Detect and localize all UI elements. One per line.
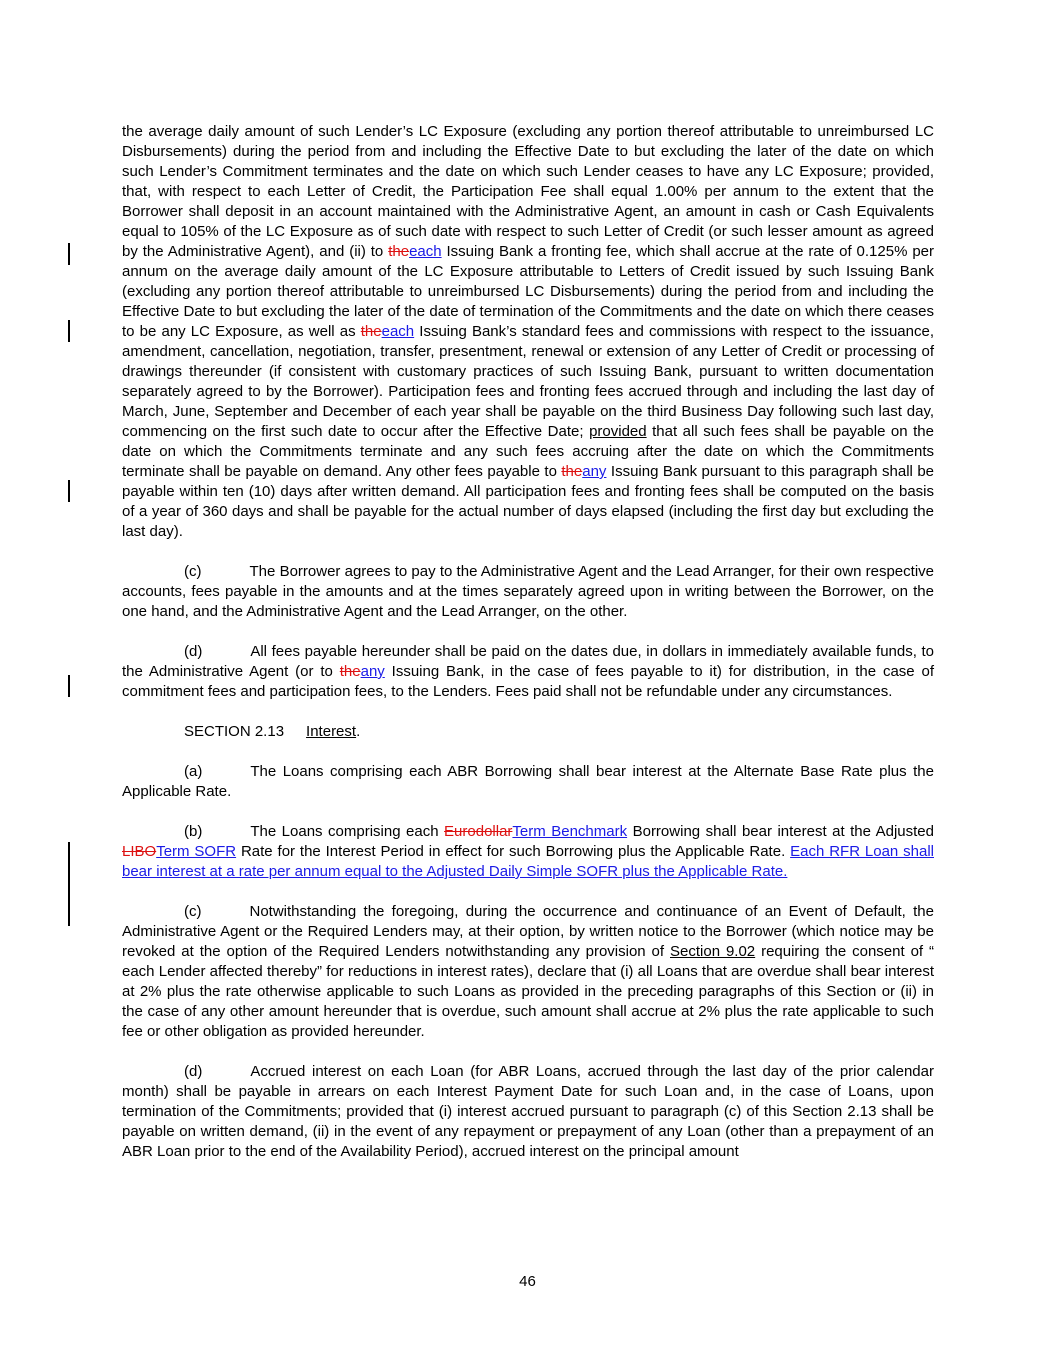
deleted-text: the — [339, 663, 361, 680]
text-run: Issuing Bank a fronting fee, which shall accrue at the rate of 0.125% per annum on the average daily amount of the LC Exposure attributable to Letters of Credit issued by such Issuing Bank (excluding any portion thereof attributable to unreimbursed LC Disbursements) during the period from and including the Effective Date to but excluding the later of the date of termination of the Commitments and the date on which there ceases to be any LC Exposure, as well as — [122, 243, 935, 340]
deleted-text: the — [561, 463, 583, 480]
text-run: The Loans comprising each — [250, 823, 445, 840]
deleted-text: the — [360, 323, 382, 340]
change-bar — [68, 320, 70, 342]
text-run: SECTION 2.13 — [184, 723, 285, 740]
text-run: Issuing Bank, in the case of fees payable to it) for distribution, in the case of commitment fees and participation fees, to the Lenders. Fees paid shall not be refundable under any circumstances. — [122, 663, 934, 700]
text-run: The Borrower agrees to pay to the Administrative Agent and the Lead Arranger, for their own respective accounts, fees payable in the amounts and at the times separately agreed upon in writing between the Borrower, on the one hand, and the Administrative Agent and the Lead Arranger, on the other. — [122, 563, 934, 620]
inserted-text: any — [360, 663, 385, 680]
text-run: Section 9.02 — [670, 943, 756, 960]
text-run: Rate for the Interest Period in effect for such Borrowing plus the Applicable Rate. — [236, 843, 791, 860]
text-run: requiring the consent of “ each Lender affected thereby” for reductions in interest rates), declare that (i) all Loans that are overdue shall bear interest at 2% plus the rate otherwise applicable to such Loans as provided in the preceding paragraphs of this Section or (ii) in the case of any other amount hereunder that is overdue, such amount shall accrue at 2% plus the rate applicable to such fee or other obligation as provided hereunder. — [122, 943, 934, 1040]
text-run: Borrowing shall bear interest at the Adjusted — [627, 823, 934, 840]
text-run: that all such fees shall be payable on the date on which the Commitments terminate and any such fees accruing after the date on which the Commitments terminate shall be payable on demand. Any other fees payable to — [122, 423, 934, 480]
deleted-text: LIBO — [122, 843, 157, 860]
paragraph-b-benchmark-interest — [122, 822, 934, 882]
document-body — [122, 122, 934, 1182]
paragraph-lc-fees-continuation — [122, 122, 934, 542]
text-run: (d) — [184, 1063, 203, 1080]
text-run: (b) — [184, 823, 203, 840]
deleted-text: Eurodollar — [444, 823, 513, 840]
text-run: Interest — [306, 723, 357, 740]
inserted-text: any — [582, 463, 607, 480]
change-bar — [68, 243, 70, 265]
text-run: Issuing Bank’s standard fees and commissions with respect to the issuance, amendment, cancellation, negotiation, transfer, presentment, renewal or extension of any Letter of Credit or processing of drawings thereunder (if consistent with customary practices of such Issuing Bank, pursuant to written documentation separately agreed to by the Borrower). Participation fees and fronting fees accrued through and including the last day of March, June, September and December of each year shall be payable on the third Business Day following such last day, commencing on the first such date to occur after the Effective Date; — [122, 323, 934, 440]
inserted-text: each — [381, 323, 415, 340]
inserted-text: Term SOFR — [156, 843, 237, 860]
page-number: 46 — [519, 1273, 536, 1290]
deleted-text: the — [388, 243, 410, 260]
paragraph-d-payment-of-fees — [122, 642, 934, 702]
inserted-text: each — [409, 243, 442, 260]
change-bar — [68, 480, 70, 502]
text-run: The Loans comprising each ABR Borrowing shall bear interest at the Alternate Base Rate plus the Applicable Rate. — [122, 763, 934, 800]
inserted-text: Each RFR Loan shall bear interest at a rate per annum equal to the Adjusted Daily Simple SOFR plus the Applicable Rate. — [122, 843, 934, 880]
paragraph-c-lead-arranger-fees — [122, 562, 934, 622]
text-run: (c) — [184, 563, 202, 580]
text-run: (c) — [184, 903, 202, 920]
text-run: All fees payable hereunder shall be paid on the dates due, in dollars in immediately available funds, to the Administrative Agent (or to — [122, 643, 934, 680]
change-bar — [68, 675, 70, 697]
paragraph-d-accrued-interest — [122, 1062, 934, 1162]
inserted-text: Term Benchmark — [512, 823, 628, 840]
text-run: (a) — [184, 763, 203, 780]
paragraph-a-abr-interest — [122, 762, 934, 802]
change-bar — [68, 842, 70, 926]
text-run: provided — [589, 423, 647, 440]
text-run: Issuing Bank pursuant to this paragraph shall be payable within ten (10) days after written demand. All participation fees and fronting fees shall be computed on the basis of a year of 360 days and shall be payable for the actual number of days elapsed (including the first day but excluding the last day). — [122, 463, 935, 540]
paragraph-c-default-interest — [122, 902, 934, 1042]
section-2-13-heading — [122, 722, 934, 742]
text-run: Notwithstanding the foregoing, during the occurrence and continuance of an Event of Default, the Administrative Agent or the Required Lenders may, at their option, by written notice to the Borrower (which notice may be revoked at the option of the Required Lenders notwithstanding any provision of — [122, 903, 934, 960]
text-run: the average daily amount of such Lender’s LC Exposure (excluding any portion thereof attributable to unreimbursed LC Disbursements) during the period from and including the Effective Date to but excluding the later of the date on which such Lender’s Commitment terminates and the date on which such Lender ceases to have any LC Exposure; provided, that, with respect to each Letter of Credit, the Participation Fee shall equal 1.00% per annum to the extent that the Borrower shall deposit in an account maintained with the Administrative Agent, an amount in cash or Cash Equivalents equal to 105% of the LC Exposure as of such date with respect to such Letter of Credit (or such lesser amount as agreed by the Administrative Agent), and (ii) to — [122, 123, 934, 260]
text-run: Accrued interest on each Loan (for ABR Loans, accrued through the last day of the prior calendar month) shall be payable in arrears on each Interest Payment Date for such Loan and, in the case of Loans, upon termination of the Commitments; provided that (i) interest accrued pursuant to paragraph (c) of this Section 2.13 shall be payable on written demand, (ii) in the event of any repayment or prepayment of any Loan (other than a prepayment of an ABR Loan prior to the end of the Availability Period), accrued interest on the principal amount — [122, 1063, 934, 1160]
text-run: . — [356, 723, 361, 740]
text-run: (d) — [184, 643, 203, 660]
